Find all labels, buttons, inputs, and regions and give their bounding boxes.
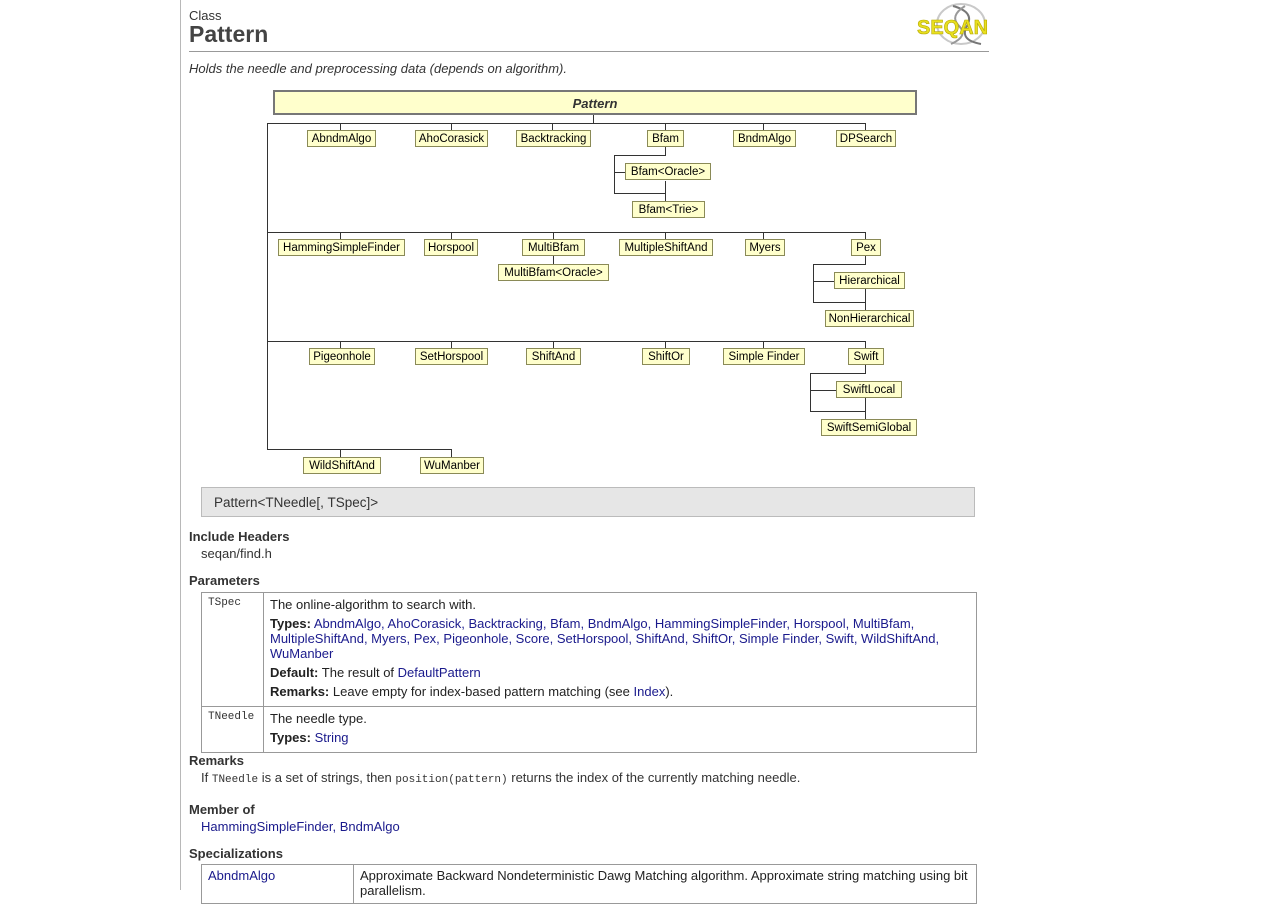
string-link[interactable]: String xyxy=(314,730,349,745)
node-multibfam[interactable]: MultiBfam xyxy=(522,239,585,256)
connector xyxy=(267,341,866,342)
types-label: Types: xyxy=(270,616,311,631)
remarks-code-position: position(pattern) xyxy=(395,774,508,786)
include-headers-heading: Include Headers xyxy=(189,529,290,544)
connector xyxy=(553,256,554,264)
param-remarks xyxy=(270,684,970,699)
remarks-suffix: returns the index of the currently matching needle. xyxy=(511,770,801,785)
connector xyxy=(865,256,866,264)
class-summary: Holds the needle and preprocessing data (depends on algorithm). xyxy=(189,61,567,76)
node-bfam-trie[interactable]: Bfam<Trie> xyxy=(632,201,705,218)
parameter-row-tspec xyxy=(202,593,976,706)
node-sethorspool[interactable]: SetHorspool xyxy=(415,348,488,365)
connector xyxy=(813,302,866,303)
member-of-links[interactable]: HammingSimpleFinder, BndmAlgo xyxy=(201,819,400,834)
specialization-name xyxy=(202,865,354,903)
connector xyxy=(340,449,341,457)
connector xyxy=(267,449,452,450)
connector xyxy=(614,155,615,193)
connector xyxy=(810,373,811,411)
param-description: The online-algorithm to search with. xyxy=(270,597,476,612)
connector xyxy=(267,232,866,233)
node-multibfam-oracle[interactable]: MultiBfam<Oracle> xyxy=(498,264,609,281)
connector xyxy=(810,390,837,391)
connector xyxy=(593,115,594,123)
param-types xyxy=(270,616,970,661)
remarks-prefix: If xyxy=(201,770,209,785)
node-ahocorasick[interactable]: AhoCorasick xyxy=(415,130,488,147)
node-pex[interactable]: Pex xyxy=(851,239,881,256)
connector xyxy=(810,373,866,374)
param-types xyxy=(270,730,970,745)
connector xyxy=(813,264,814,302)
param-description-block xyxy=(264,707,976,752)
specializations-table xyxy=(201,864,977,904)
parameter-row-tneedle xyxy=(202,706,976,752)
param-name: TSpec xyxy=(202,593,264,706)
default-text: The result of xyxy=(321,665,395,680)
logo-wordmark: SEQAN xyxy=(917,17,989,39)
node-backtracking[interactable]: Backtracking xyxy=(516,130,591,147)
node-simple-finder[interactable]: Simple Finder xyxy=(723,348,805,365)
node-bndmalgo[interactable]: BndmAlgo xyxy=(733,130,796,147)
connector xyxy=(665,147,666,155)
specializations-heading: Specializations xyxy=(189,846,283,861)
parameters-table xyxy=(201,592,977,753)
remarks-end: ). xyxy=(665,684,674,699)
node-bfam-oracle[interactable]: Bfam<Oracle> xyxy=(625,163,711,180)
types-links[interactable]: AbndmAlgo, AhoCorasick, Backtracking, Bfam, BndmAlgo, HammingSimpleFinder, Horspool, MultiBfam, MultipleShiftAnd, Myers, Pex, Pigeonhole, Score, SetHorspool, ShiftAnd, ShiftOr, Simple Finder, Swift, WildShiftAnd, WuManber xyxy=(270,616,940,661)
index-link[interactable]: Index xyxy=(633,684,666,699)
abndmalgo-link[interactable]: AbndmAlgo xyxy=(208,868,276,883)
node-horspool[interactable]: Horspool xyxy=(424,239,478,256)
param-default xyxy=(270,665,970,680)
node-abndmalgo[interactable]: AbndmAlgo xyxy=(307,130,376,147)
member-of-heading: Member of xyxy=(189,802,255,817)
node-hammingsimplefinder[interactable]: HammingSimpleFinder xyxy=(278,239,405,256)
node-hierarchical[interactable]: Hierarchical xyxy=(834,272,905,289)
diagram-spine xyxy=(267,123,268,450)
node-shiftor[interactable]: ShiftOr xyxy=(642,348,690,365)
connector xyxy=(614,193,666,194)
node-bfam[interactable]: Bfam xyxy=(647,130,684,147)
remarks-text xyxy=(201,770,800,786)
node-swiftsemiglobal[interactable]: SwiftSemiGlobal xyxy=(821,419,917,436)
connector xyxy=(813,281,835,282)
left-margin-rule xyxy=(180,0,181,890)
defaultpattern-link[interactable]: DefaultPattern xyxy=(397,665,481,680)
connector xyxy=(451,449,452,457)
types-label: Types: xyxy=(270,730,311,745)
remarks-text: Leave empty for index-based pattern matching (see xyxy=(332,684,630,699)
connector xyxy=(810,411,866,412)
node-nonhierarchical[interactable]: NonHierarchical xyxy=(825,310,914,327)
node-pigeonhole[interactable]: Pigeonhole xyxy=(309,348,375,365)
remarks-middle: is a set of strings, then xyxy=(261,770,392,785)
connector xyxy=(267,123,866,124)
remarks-label: Remarks: xyxy=(270,684,330,699)
remarks-heading: Remarks xyxy=(189,753,244,768)
include-header-value: seqan/find.h xyxy=(201,546,272,561)
node-shiftand[interactable]: ShiftAnd xyxy=(526,348,581,365)
inheritance-diagram xyxy=(189,0,989,480)
node-wumanber[interactable]: WuManber xyxy=(420,457,484,474)
class-label: Class xyxy=(189,8,222,23)
diagram-root-pattern[interactable]: Pattern xyxy=(273,90,917,115)
param-description-block xyxy=(264,593,976,706)
param-description: The needle type. xyxy=(270,711,367,726)
connector xyxy=(813,264,866,265)
default-label: Default: xyxy=(270,665,319,680)
page-title: Pattern xyxy=(189,21,269,47)
connector xyxy=(665,181,666,201)
node-wildshiftand[interactable]: WildShiftAnd xyxy=(303,457,381,474)
node-dpsearch[interactable]: DPSearch xyxy=(836,130,896,147)
node-multipleshiftand[interactable]: MultipleShiftAnd xyxy=(619,239,713,256)
node-swiftlocal[interactable]: SwiftLocal xyxy=(836,381,902,398)
connector xyxy=(614,155,666,156)
param-name: TNeedle xyxy=(202,707,264,752)
remarks-code-tneedle: TNeedle xyxy=(211,774,259,786)
specialization-description: Approximate Backward Nondeterministic Dawg Matching algorithm. Approximate string matching using bit parallelism. xyxy=(360,868,968,898)
node-swift[interactable]: Swift xyxy=(848,348,884,365)
connector xyxy=(865,289,866,310)
connector xyxy=(865,398,866,419)
node-myers[interactable]: Myers xyxy=(745,239,785,256)
connector xyxy=(865,365,866,373)
parameters-heading: Parameters xyxy=(189,573,260,588)
class-signature: Pattern<TNeedle[, TSpec]> xyxy=(201,487,975,517)
